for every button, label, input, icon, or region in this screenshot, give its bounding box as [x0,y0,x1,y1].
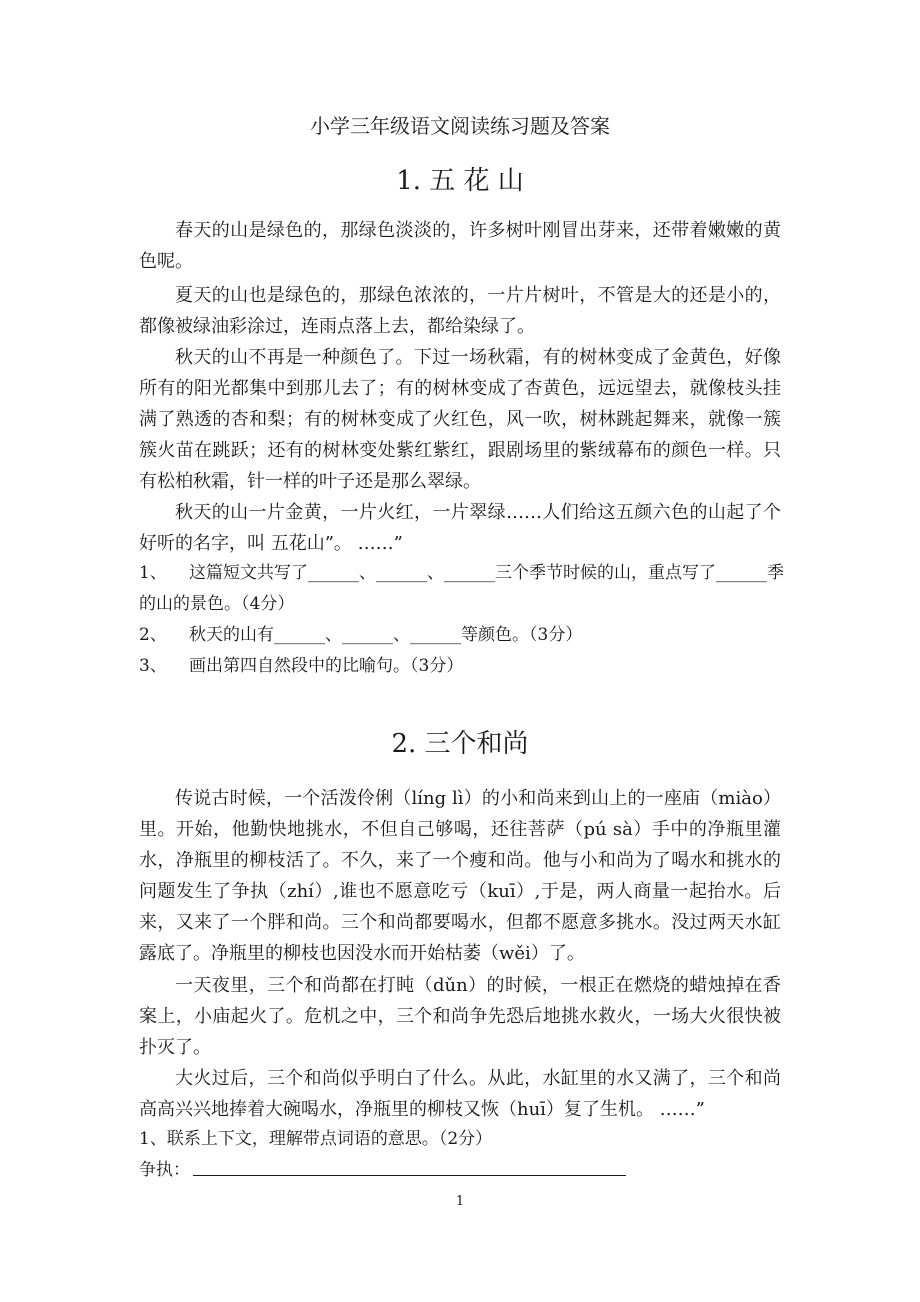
paragraph: 春天的山是绿色的，那绿色淡淡的，许多树叶刚冒出芽来，还带着嫩嫩的黄色呢。 [139,220,781,272]
paragraph: 传说古时候，一个活泼伶俐（líng lì）的小和尚来到山上的一座庙（miào）里。开始，他勤快地挑水，不但自己够喝，还往菩萨（pú sà）手中的净瓶里灌水，净瓶里的柳枝活了。不久，来了一个瘦和尚。他与小和尚为了喝水和挑水的问题发生了争执（zhí）,谁也不愿意吃亏（kuī）,于是，两人商量一起抬水。后来，又来了一个胖和尚。三个和尚都要喝水，但都不愿意多挑水。没过两天水缸露底了。净瓶里的柳枝也因没水而开始枯萎（wěi）了。 [139,788,781,964]
answer-blank-line[interactable] [193,1175,626,1176]
question-text: 画出第四自然段中的比喻句。（3分） [189,656,464,676]
question-item [139,651,789,682]
question-item [139,620,789,651]
question-number: 3、 [139,656,167,676]
question-item: 1、联系上下文，理解带点词语的意思。（2分） [139,1129,493,1149]
section-title-sangeheshang: 2. 三个和尚 [391,729,529,759]
document-title: 小学三年级语文阅读练习题及答案 [310,114,610,138]
question-item [139,558,789,620]
paragraph: 大火过后，三个和尚似乎明白了什么。从此，水缸里的水又满了，三个和尚高高兴兴地捧着大碗喝水，净瓶里的柳枝又恢（huī）复了生机。 ……” [139,1068,781,1120]
paragraph: 秋天的山不再是一种颜色了。下过一场秋霜，有的树林变成了金黄色，好像所有的阳光都集中到那儿去了；有的树林变成了杏黄色，远远望去，就像枝头挂满了熟透的杏和梨；有的树林变成了火红色，风一吹，树林跳起舞来，就像一簇簇火苗在跳跃；还有的树林变处紫红紫红，跟剧场里的紫绒幕布的颜色一样。只有松柏秋霜，针一样的叶子还是那么翠绿。 [139,347,781,492]
paragraph: 秋天的山一片金黄，一片火红，一片翠绿……人们给这五颜六色的山起了个好听的名字，叫 五花山”。 ……” [139,502,781,554]
page-number: 1 [455,1194,465,1209]
question-text: 秋天的山有______、______、______等颜色。（3分） [189,625,583,645]
question-number: 1、 [139,563,167,583]
question-number: 2、 [139,625,167,645]
section-title-wuhuashan: 1. 五 花 山 [396,166,524,196]
paragraph: 一天夜里，三个和尚都在打盹（dǔn）的时候，一根正在燃烧的蜡烛掉在香案上，小庙起火了。危机之中，三个和尚争先恐后地挑水救火，一场大火很快被扑灭了。 [139,975,781,1058]
paragraph: 夏天的山也是绿色的，那绿色浓浓的，一片片树叶，不管是大的还是小的，都像被绿油彩涂过，连雨点落上去，都给染绿了。 [139,285,781,337]
question-text: 这篇短文共写了______、______、______三个季节时候的山，重点写了______季的山的景色。（4分） [139,563,784,614]
answer-label: 争执： [139,1160,190,1180]
